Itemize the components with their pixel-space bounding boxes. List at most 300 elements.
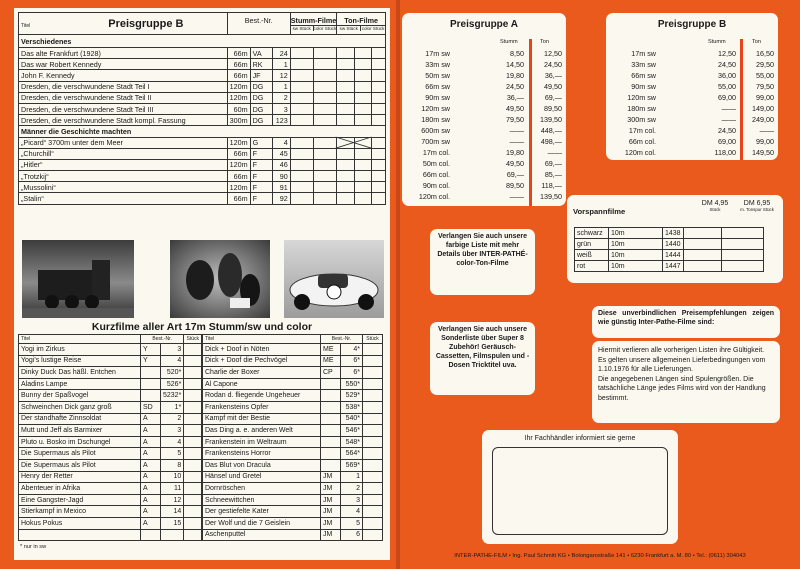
ton-color-cell <box>354 59 372 70</box>
kurzfilm-stueck-cell <box>363 413 383 425</box>
kurzfilm-row <box>203 448 383 460</box>
extra-cell <box>372 115 386 126</box>
vorspann-qty-cell <box>683 250 721 261</box>
ton-sw-cell <box>337 48 355 59</box>
vorspann-qty-ton-cell <box>721 239 763 250</box>
price-ton: —— <box>547 148 562 157</box>
kurzfilm-code: A <box>141 459 161 471</box>
price-stumm: 69,00 <box>718 137 736 146</box>
stumm-sw-cell <box>290 81 313 92</box>
kurzfilm-row <box>203 390 383 402</box>
price-stumm: 55,00 <box>718 82 736 91</box>
film-number: 123 <box>272 115 290 126</box>
vorspann-price1-value: DM 4,95 <box>701 200 729 207</box>
kurzfilm-row <box>203 378 383 390</box>
kurzfilm-number: 4 <box>161 436 184 448</box>
kurzfilm-row <box>19 367 202 379</box>
ton-color-cell <box>354 182 372 193</box>
film-row <box>19 59 386 70</box>
price-length: 33m sw <box>425 60 450 69</box>
ton-color-cell <box>354 81 372 92</box>
kurzfilm-number: 5 <box>341 517 363 529</box>
vorspann-price2 <box>735 200 779 212</box>
film-row <box>19 48 386 59</box>
stumm-color-label: color Stück <box>313 26 337 31</box>
stumm-sw-cell <box>290 159 313 170</box>
film-code: DG <box>250 92 272 103</box>
price-length: 600m sw <box>421 126 450 135</box>
kurzfilm-row <box>203 517 383 529</box>
ton-subheaders <box>337 26 385 31</box>
kurzfilm-row <box>203 425 383 437</box>
price-stumm: 24,50 <box>718 60 736 69</box>
vorspann-number: 1440 <box>663 239 684 250</box>
ton-color-cell <box>354 70 372 81</box>
kurzfilm-number: 5 <box>161 448 184 460</box>
kurzfilm-code: ME <box>321 344 341 356</box>
price-length: 17m sw <box>631 49 656 58</box>
kcol-titel: Titel <box>19 335 141 344</box>
kurz-right-rows <box>203 344 383 541</box>
kurzfilm-title: Mutt und Jeff als Barmixer <box>19 425 141 437</box>
price-ton: 79,50 <box>756 82 774 91</box>
kurzfilm-row <box>19 355 202 367</box>
kurzfilm-number: 2 <box>341 483 363 495</box>
header-cell <box>19 13 228 35</box>
kurzfilm-stueck-cell <box>363 471 383 483</box>
stumm-sw-cell <box>290 115 313 126</box>
stumm-sw-cell <box>290 92 313 103</box>
stumm-color-cell <box>314 171 337 182</box>
stumm-color-cell <box>314 70 337 81</box>
kurzfilm-code <box>321 459 341 471</box>
kurzfilm-number: 540* <box>341 413 363 425</box>
vorspann-number: 1447 <box>663 261 684 272</box>
kurzfilm-title: Hokus Pokus <box>19 517 141 529</box>
extra-cell <box>372 182 386 193</box>
kurzfilm-row <box>19 517 202 529</box>
price-stumm: 19,80 <box>506 71 524 80</box>
film-title: „Picard“ 3700m unter dem Meer <box>19 137 228 148</box>
kurzfilm-title: Yogi's lustige Reise <box>19 355 141 367</box>
price-stumm: —— <box>509 137 524 146</box>
extra-cell <box>372 59 386 70</box>
kurzfilm-title: Dick + Doof die Pechvögel <box>203 355 321 367</box>
extra-cell <box>372 92 386 103</box>
kurzfilm-title: Dinky Duck Das häßl. Entchen <box>19 367 141 379</box>
stumm-sw-cell <box>290 148 313 159</box>
kurzfilm-row <box>203 529 383 541</box>
kurzfilm-stueck-cell <box>184 390 202 402</box>
price-ton: 69,— <box>544 159 562 168</box>
film-row <box>19 171 386 182</box>
footnote: * nur in sw <box>20 544 47 550</box>
kurzfilm-code: A <box>141 483 161 495</box>
price-ton: 249,00 <box>752 115 774 124</box>
kurzfilm-row <box>19 471 202 483</box>
kurzfilm-code: JM <box>321 483 341 495</box>
ton-color-cell <box>354 92 372 103</box>
section-verschiedenes: Verschiedenes <box>19 35 386 48</box>
price-length: 120m col. <box>418 192 450 201</box>
kurzfilm-stueck-cell <box>363 355 383 367</box>
vorspann-qty-ton-cell <box>721 250 763 261</box>
col-titel-label: Titel <box>21 22 31 29</box>
preisgruppe-b-card <box>606 13 778 160</box>
vorspann-length: 10m <box>609 250 663 261</box>
preisgruppe-b-table <box>18 12 386 205</box>
kurzfilm-row <box>19 436 202 448</box>
film-length: 300m <box>227 115 250 126</box>
kurzfilm-number: 4 <box>161 355 184 367</box>
kurzfilm-title: Der Wolf und die 7 Geislein <box>203 517 321 529</box>
price-length: 120m sw <box>421 104 450 113</box>
kurzfilm-code <box>141 378 161 390</box>
price-ton: —— <box>759 126 774 135</box>
ton-header <box>337 13 386 35</box>
kurzfilm-number: 569* <box>341 459 363 471</box>
price-length: 17m col. <box>628 126 656 135</box>
kurzfilm-code <box>321 390 341 402</box>
stumm-sw-cell <box>290 59 313 70</box>
film-number: 90 <box>272 171 290 182</box>
stamp-area <box>492 447 668 535</box>
vorspann-rows <box>575 228 764 272</box>
price-length: 300m sw <box>627 115 656 124</box>
kurzfilm-stueck-cell <box>363 506 383 518</box>
vorspann-qty-cell <box>683 228 721 239</box>
extra-cell <box>372 159 386 170</box>
price-ton: 149,00 <box>752 104 774 113</box>
kurzfilm-stueck-cell <box>184 448 202 460</box>
kurzfilm-row <box>19 344 202 356</box>
film-title: „Hitler“ <box>19 159 228 170</box>
kurzfilm-stueck-cell <box>363 378 383 390</box>
film-row <box>19 92 386 103</box>
extra-cell <box>372 171 386 182</box>
kurzfilm-title: Schweinchen Dick ganz groß <box>19 401 141 413</box>
crowd-photo <box>170 240 270 318</box>
kurzfilm-code: A <box>141 448 161 460</box>
kurzfilm-title: Frankensteins Opfer <box>203 401 321 413</box>
kurzfilm-stueck-cell <box>363 517 383 529</box>
extra-cell <box>372 148 386 159</box>
vorspann-price2-value: DM 6,95 <box>743 200 771 207</box>
price-stumm: 8,50 <box>510 49 524 58</box>
kurzfilm-code: A <box>141 436 161 448</box>
price-ton: 99,00 <box>756 93 774 102</box>
kurzfilm-number <box>161 529 184 541</box>
kurzfilm-number: 15 <box>161 517 184 529</box>
kurzfilm-title: Das Ding a. e. anderen Welt <box>203 425 321 437</box>
kurzfilm-title: Frankenstein im Weltraum <box>203 436 321 448</box>
kurzfilm-row <box>203 471 383 483</box>
price-stumm: 89,50 <box>506 181 524 190</box>
kurzfilm-row <box>203 367 383 379</box>
film-code: F <box>250 148 272 159</box>
kurzfilm-number: 564* <box>341 448 363 460</box>
kurzfilm-code: Y <box>141 344 161 356</box>
price-stumm: 12,50 <box>718 49 736 58</box>
price-length: 50m col. <box>422 159 450 168</box>
kcol-stueck: Stück <box>184 335 202 344</box>
film-row <box>19 148 386 159</box>
vorspann-color: grün <box>575 239 609 250</box>
film-length: 120m <box>227 159 250 170</box>
price-ton: 89,50 <box>544 104 562 113</box>
kurzfilm-code: ME <box>321 355 341 367</box>
price-length: 120m col. <box>624 148 656 157</box>
price-length: 50m sw <box>425 71 450 80</box>
kurzfilm-stueck-cell <box>184 529 202 541</box>
kurzfilm-title: Der gestiefelte Kater <box>203 506 321 518</box>
extra-cell <box>372 103 386 114</box>
kurzfilm-row <box>19 529 202 541</box>
ton-sw-cell <box>337 148 355 159</box>
vorspann-color: weiß <box>575 250 609 261</box>
info-box <box>592 341 780 423</box>
vorspann-qty-cell <box>683 239 721 250</box>
ton-color-cell <box>354 48 372 59</box>
vorspann-row <box>575 250 764 261</box>
ton-color-cell <box>354 193 372 204</box>
kurzfilm-row <box>19 448 202 460</box>
stumm-color-cell <box>314 137 337 148</box>
ton-sw-cell <box>337 182 355 193</box>
kurzfilm-row <box>19 413 202 425</box>
price-ton: 49,50 <box>544 82 562 91</box>
kurzfilm-stueck-cell <box>184 483 202 495</box>
price-ton: 498,— <box>540 137 562 146</box>
pg-b-col-stumm: Stumm <box>708 39 726 45</box>
kurzfilm-stueck-cell <box>363 448 383 460</box>
ton-color-cell <box>354 159 372 170</box>
price-length: 17m col. <box>422 148 450 157</box>
pg-a-col-stumm: Stumm <box>500 39 518 45</box>
kurzfilm-title: Charlie der Boxer <box>203 367 321 379</box>
ton-sw-cell <box>337 171 355 182</box>
vorspann-qty-ton-cell <box>721 261 763 272</box>
film-code: DG <box>250 103 272 114</box>
price-stumm: 69,00 <box>718 93 736 102</box>
film-code: DG <box>250 115 272 126</box>
kurzfilm-code: CP <box>321 367 341 379</box>
stumm-color-cell <box>314 193 337 204</box>
kurzfilm-number: 11 <box>161 483 184 495</box>
film-row <box>19 115 386 126</box>
stumm-color-cell <box>314 103 337 114</box>
kurzfilm-stueck-cell <box>184 459 202 471</box>
stumm-sw-label: sw Stück <box>291 26 314 31</box>
ton-header-label: Ton-Filme <box>337 16 385 26</box>
kurzfilm-number: 1* <box>161 401 184 413</box>
sonderliste-box <box>430 322 535 395</box>
stumm-color-cell <box>314 59 337 70</box>
farbige-liste-text: Verlangen Sie auch unsere farbige Liste mit mehr Details über INTER-PATHÉ-color-Ton-Filme <box>437 233 528 267</box>
price-stumm: 14,50 <box>506 60 524 69</box>
vorspann-title: Vorspannfilme <box>573 207 626 216</box>
vorspann-length: 10m <box>609 228 663 239</box>
kurzfilm-number: 2 <box>161 413 184 425</box>
kurzfilm-title: Der standhafte Zinnsoldat <box>19 413 141 425</box>
kurzfilm-title: Pluto u. Bosko im Dschungel <box>19 436 141 448</box>
stumm-color-cell <box>314 115 337 126</box>
stumm-color-cell <box>314 159 337 170</box>
film-number: 92 <box>272 193 290 204</box>
ton-color-cell <box>354 171 372 182</box>
kurzfilm-code <box>141 390 161 402</box>
kurzfilm-title: Hänsel und Gretel <box>203 471 321 483</box>
kurzfilm-row <box>19 401 202 413</box>
kurzfilm-stueck-cell <box>184 436 202 448</box>
kurzfilm-title <box>19 529 141 541</box>
kurzfilm-row <box>19 390 202 402</box>
price-ton: 139,50 <box>540 115 562 124</box>
vorspann-price1 <box>697 200 733 212</box>
price-stumm: 49,50 <box>506 104 524 113</box>
kurzfilm-number: 5232* <box>161 390 184 402</box>
kurzfilm-code: JM <box>321 506 341 518</box>
kurzfilm-code: SD <box>141 401 161 413</box>
kurzfilm-number: 14 <box>161 506 184 518</box>
kurzfilm-row <box>203 413 383 425</box>
pg-b-col-ton: Ton <box>752 39 762 45</box>
stumm-color-cell <box>314 148 337 159</box>
price-ton: 69,— <box>544 93 562 102</box>
kurzfilm-row <box>19 494 202 506</box>
fachhaendler-card <box>482 430 678 544</box>
price-stumm: 49,50 <box>506 159 524 168</box>
film-number: 45 <box>272 148 290 159</box>
ton-sw-cell <box>337 159 355 170</box>
price-length: 66m col. <box>422 170 450 179</box>
ton-sw-label: sw Stück <box>337 26 361 31</box>
kurzfilm-stueck-cell <box>184 517 202 529</box>
kurzfilm-title: Aschenputtel <box>203 529 321 541</box>
film-title: „Mussolini“ <box>19 182 228 193</box>
film-row <box>19 137 386 148</box>
kurzfilm-row <box>203 506 383 518</box>
stumm-sw-cell <box>290 103 313 114</box>
vorspann-number: 1438 <box>663 228 684 239</box>
stumm-header <box>290 13 337 35</box>
photo-strip <box>22 240 384 318</box>
film-length: 66m <box>227 59 250 70</box>
price-stumm: —— <box>509 126 524 135</box>
price-ton: 85,— <box>544 170 562 179</box>
kurzfilm-row <box>203 483 383 495</box>
kurzfilm-number: 3 <box>161 425 184 437</box>
vorspann-table <box>574 227 764 272</box>
kurzfilm-title: Henry der Retter <box>19 471 141 483</box>
kurzfilm-stueck-cell <box>184 494 202 506</box>
film-code: DG <box>250 81 272 92</box>
price-length: 120m sw <box>627 93 656 102</box>
stumm-color-cell <box>314 48 337 59</box>
train-image <box>22 240 134 318</box>
film-code: JF <box>250 70 272 81</box>
kurzfilm-row <box>203 459 383 471</box>
kurzfilm-stueck-cell <box>184 378 202 390</box>
ton-sw-cell <box>337 193 355 204</box>
kurzfilm-stueck-cell <box>363 459 383 471</box>
kurzfilm-number: 10 <box>161 471 184 483</box>
film-length: 120m <box>227 182 250 193</box>
kurzfilm-number: 8 <box>161 459 184 471</box>
price-ton: 99,00 <box>756 137 774 146</box>
fachhaendler-text: Ihr Fachhändler informiert sie gerne <box>524 435 636 442</box>
price-ton: 55,00 <box>756 71 774 80</box>
vorspann-price2-sub: m. Tonspur Stück <box>740 207 774 212</box>
price-stumm: —— <box>721 115 736 124</box>
price-length: 90m col. <box>422 181 450 190</box>
kurzfilme-left-table <box>18 334 202 541</box>
kurzfilm-title: Eine Gangster-Jagd <box>19 494 141 506</box>
ton-color-cell <box>354 148 372 159</box>
kurzfilm-code <box>141 529 161 541</box>
vorspann-color: rot <box>575 261 609 272</box>
price-length: 33m sw <box>631 60 656 69</box>
film-length: 66m <box>227 148 250 159</box>
stumm-sw-cell <box>290 171 313 182</box>
vorspann-length: 10m <box>609 239 663 250</box>
kurzfilm-number: 550* <box>341 378 363 390</box>
kurzfilm-code: A <box>141 413 161 425</box>
kurzfilm-code: JM <box>321 529 341 541</box>
kurzfilm-number: 6 <box>341 529 363 541</box>
kurzfilm-code: A <box>141 506 161 518</box>
kurzfilm-code <box>321 378 341 390</box>
kurzfilm-title: Die Supermaus als Pilot <box>19 448 141 460</box>
kurzfilm-title: Das Blut von Dracula <box>203 459 321 471</box>
kurzfilm-number: 548* <box>341 436 363 448</box>
extra-cell <box>372 81 386 92</box>
vorspann-qty-ton-cell <box>721 228 763 239</box>
kurzfilm-code: A <box>141 471 161 483</box>
kurzfilm-code: JM <box>321 494 341 506</box>
stumm-header-label: Stumm-Filme <box>290 16 337 25</box>
preisgruppe-a-card <box>402 13 566 206</box>
kurzfilm-title: Aladins Lampe <box>19 378 141 390</box>
ton-sw-cell <box>337 92 355 103</box>
price-ton: 139,50 <box>540 192 562 201</box>
stumm-subheaders <box>291 26 337 31</box>
kurzfilm-stueck-cell <box>363 494 383 506</box>
stumm-color-cell <box>314 92 337 103</box>
price-stumm: 118,00 <box>714 148 736 157</box>
extra-cell <box>372 70 386 81</box>
preisempfehlung-box <box>592 306 780 338</box>
footer-address: INTER-PATHE-FILM • Ing. Paul Schmitt KG • Bolongarostraße 141 • 6230 Frankfurt a. M. 80 • Tel.: (0611) 304043 <box>454 553 746 559</box>
section2-rows <box>19 137 386 204</box>
film-row <box>19 81 386 92</box>
kurzfilm-stueck-cell <box>184 344 202 356</box>
kurzfilm-number: 3 <box>341 494 363 506</box>
pg-b-red-bar <box>740 39 743 160</box>
kurzfilm-stueck-cell <box>184 401 202 413</box>
kurzfilm-row <box>19 425 202 437</box>
price-stumm: 24,50 <box>506 82 524 91</box>
price-length: 66m col. <box>628 137 656 146</box>
col-best-label: Best.-Nr. <box>227 13 290 35</box>
stumm-color-cell <box>314 182 337 193</box>
kurzfilm-title: Kampf mit der Bestie <box>203 413 321 425</box>
ton-sw-cell <box>337 81 355 92</box>
price-ton: 24,50 <box>544 60 562 69</box>
vorspann-length: 10m <box>609 261 663 272</box>
film-length: 66m <box>227 48 250 59</box>
kcol-stueck-right: Stück <box>363 335 383 344</box>
